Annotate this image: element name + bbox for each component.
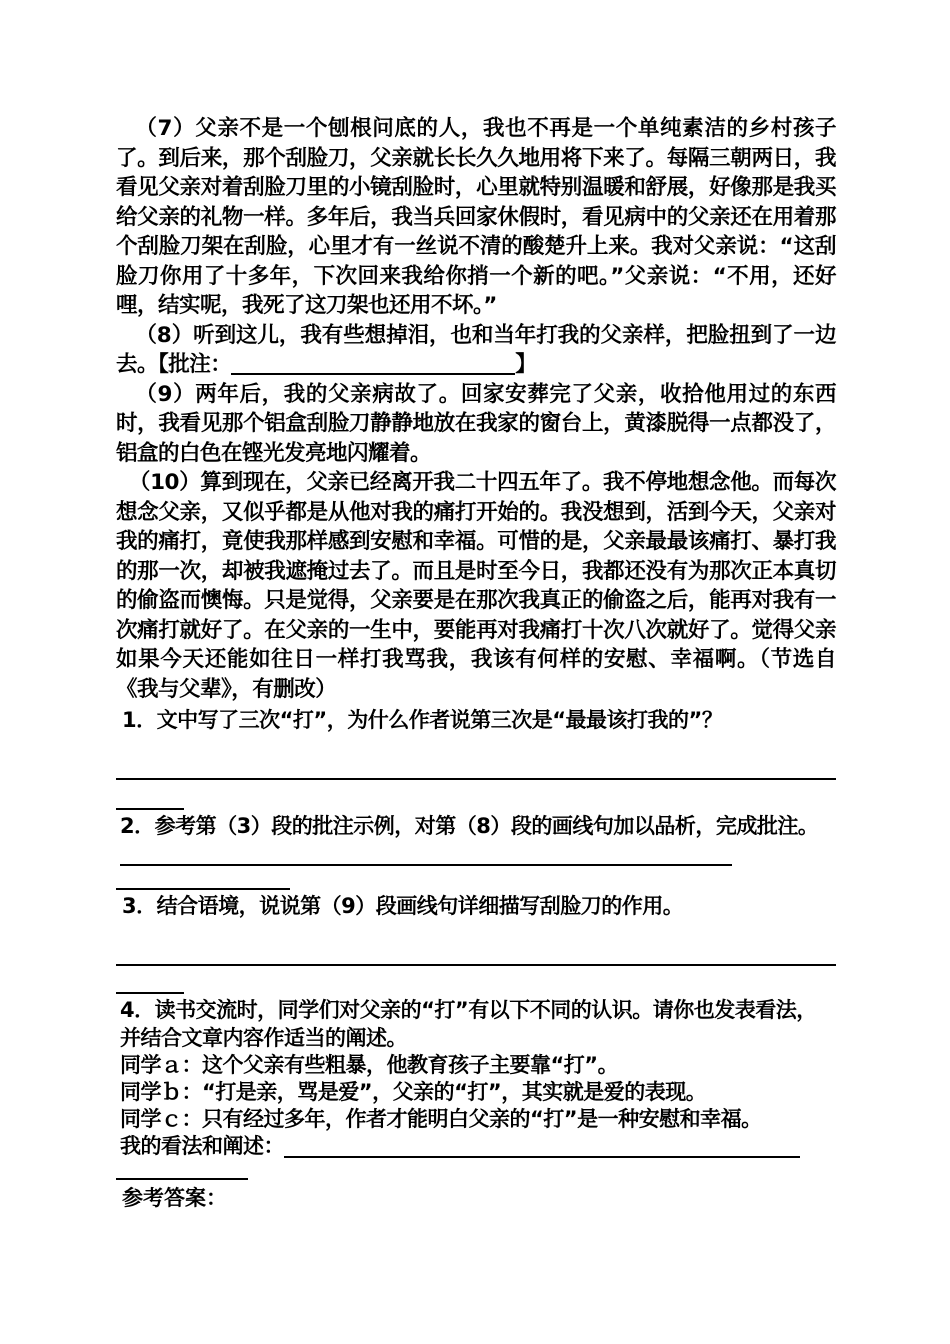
answer-line-q4[interactable]	[284, 1136, 800, 1158]
answer-line-q1-tail[interactable]	[116, 808, 184, 810]
question-1: 1．文中写了三次“打”，为什么作者说第三次是“最最该打我的”？	[122, 708, 723, 732]
my-opinion-label: 我的看法和阐述：	[120, 1134, 284, 1158]
question-4: 4．读书交流时，同学们对父亲的“打”有以下不同的认识。请你也发表看法，并结合文章内容作适当的阐述。	[120, 998, 817, 1050]
paragraph-8-text: （8）听到这儿，我有些想掉泪，也和当年打我的父亲样，把脸扭到了一边去。【批注：	[116, 322, 836, 377]
exam-page	[116, 114, 836, 1212]
paragraph-10: （10）算到现在，父亲已经离开我二十四五年了。我不停地想念他。而每次想念父亲，又似乎都是从他对我的痛打开始的。我没想到，活到今天，父亲对我的痛打，竟使我那样感到安慰和幸福。可惜的是，父亲最最该痛打、暴打我的那一次，却被我遮掩过去了。而且是时至今日，我都还没有为那次正本真切的偷盗而懊悔。只是觉得，父亲要是在那次我真正的偷盗之后，能再对我有一次痛打就好了。在父亲的一生中，要能再对我痛打十次八次就好了。觉得父亲如果今天还能如往日一样打我骂我，我该有何样的安慰、幸福啊。（节选自《我与父辈》，有删改）	[116, 470, 836, 702]
question-2	[116, 812, 836, 868]
paragraph-7: （7）父亲不是一个刨根问底的人，我也不再是一个单纯素洁的乡村孩子了。到后来，那个刮脸刀，父亲就长长久久地用将下来了。每隔三朝两日，我看见父亲对着刮脸刀里的小镜刮脸时，心里就特别温暖和舒展，好像那是我买给父亲的礼物一样。多年后，我当兵回家休假时，看见病中的父亲还在用着那个刮脸刀架在刮脸，心里才有一丝说不清的酸楚升上来。我对父亲说：“这刮脸刀你用了十多年，下次回来我给你捎一个新的吧。”父亲说：“不用，还好哩，结实呢，我死了这刀架也还用不坏。”	[116, 116, 836, 318]
question-2-text: 2．参考第（3）段的批注示例，对第（8）段的画线句加以品析，完成批注。	[120, 814, 819, 838]
my-opinion-row	[116, 1133, 836, 1160]
answer-line-q3[interactable]	[116, 964, 836, 966]
paragraph-8-close: 】	[515, 352, 537, 377]
paragraph-8	[116, 321, 836, 380]
opinion-c: 同学ｃ：只有经过多年，作者才能明白父亲的“打”是一种安慰和幸福。	[120, 1107, 762, 1131]
question-3: 3．结合语境，说说第（9）段画线句详细描写刮脸刀的作用。	[122, 894, 684, 918]
reference-answer-heading: 参考答案：	[122, 1186, 227, 1210]
answer-line-q1[interactable]	[116, 778, 836, 780]
answer-line-q4-tail[interactable]	[116, 1178, 248, 1180]
annotation-blank[interactable]	[231, 351, 515, 375]
answer-line-q2[interactable]	[120, 844, 732, 866]
answer-line-q2-tail[interactable]	[116, 888, 290, 890]
paragraph-9: （9）两年后，我的父亲病故了。回家安葬完了父亲，收拾他用过的东西时，我看见那个铝盒刮脸刀静静地放在我家的窗台上，黄漆脱得一点都没了，铝盒的白色在铿光发亮地闪耀着。	[116, 381, 836, 466]
answer-line-q3-tail[interactable]	[116, 992, 184, 994]
opinion-a: 同学ａ：这个父亲有些粗暴，他教育孩子主要靠“打”。	[120, 1053, 619, 1077]
opinion-b: 同学ｂ：“打是亲，骂是爱”，父亲的“打”，其实就是爱的表现。	[120, 1080, 707, 1104]
